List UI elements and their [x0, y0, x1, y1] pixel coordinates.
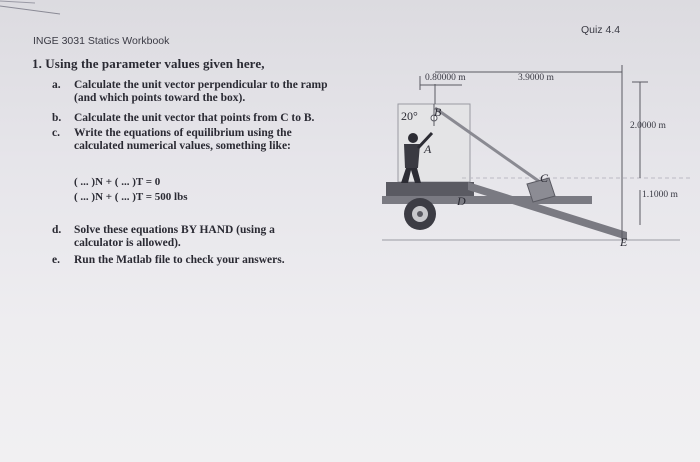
- list-item-e: [52, 254, 352, 269]
- dim-label-right: 2.0000 m: [630, 121, 666, 131]
- equation-2: ( ... )N + ( ... )T = 500 lbs: [74, 191, 188, 203]
- point-label-c: C: [540, 171, 549, 185]
- angle-label: 20°: [401, 109, 418, 123]
- list-item-c: [52, 127, 352, 155]
- dim-label-bottom: 1.1000 m: [642, 190, 678, 200]
- point-label-e: E: [620, 235, 628, 249]
- ramp-figure: [380, 62, 700, 252]
- point-label-a: A: [424, 142, 432, 156]
- item-text: Run the Matlab file to check your answers.: [74, 254, 285, 266]
- item-marker: e.: [52, 254, 60, 266]
- dim-label-left: 0.80000 m: [425, 73, 466, 83]
- list-item-a: [52, 79, 352, 107]
- item-text: Calculate the unit vector that points from C to B.: [74, 112, 315, 124]
- item-text: Write the equations of equilibrium using the calculated numerical values, something like:: [74, 127, 292, 152]
- list-item-b: [52, 112, 352, 127]
- wheel-center: [417, 211, 423, 217]
- item-text: Calculate the unit vector perpendicular to the ramp (and which points toward the box).: [74, 79, 328, 104]
- item-marker: b.: [52, 112, 62, 124]
- item-marker: d.: [52, 224, 62, 236]
- dim-label-top: 3.9000 m: [518, 73, 554, 83]
- item-marker: c.: [52, 127, 60, 139]
- list-item-d: [52, 224, 352, 252]
- equation-1: ( ... )N + ( ... )T = 0: [74, 176, 161, 188]
- point-label-d: D: [457, 194, 466, 208]
- item-text: Solve these equations BY HAND (using a calculator is allowed).: [74, 224, 275, 249]
- course-title: INGE 3031 Statics Workbook: [33, 35, 170, 47]
- person-head: [408, 133, 418, 143]
- page-corner-decoration: [0, 0, 70, 30]
- item-marker: a.: [52, 79, 61, 91]
- quiz-label: Quiz 4.4: [581, 24, 621, 36]
- point-label-b: B: [434, 105, 442, 119]
- question-text: 1. Using the parameter values given here,: [32, 56, 265, 71]
